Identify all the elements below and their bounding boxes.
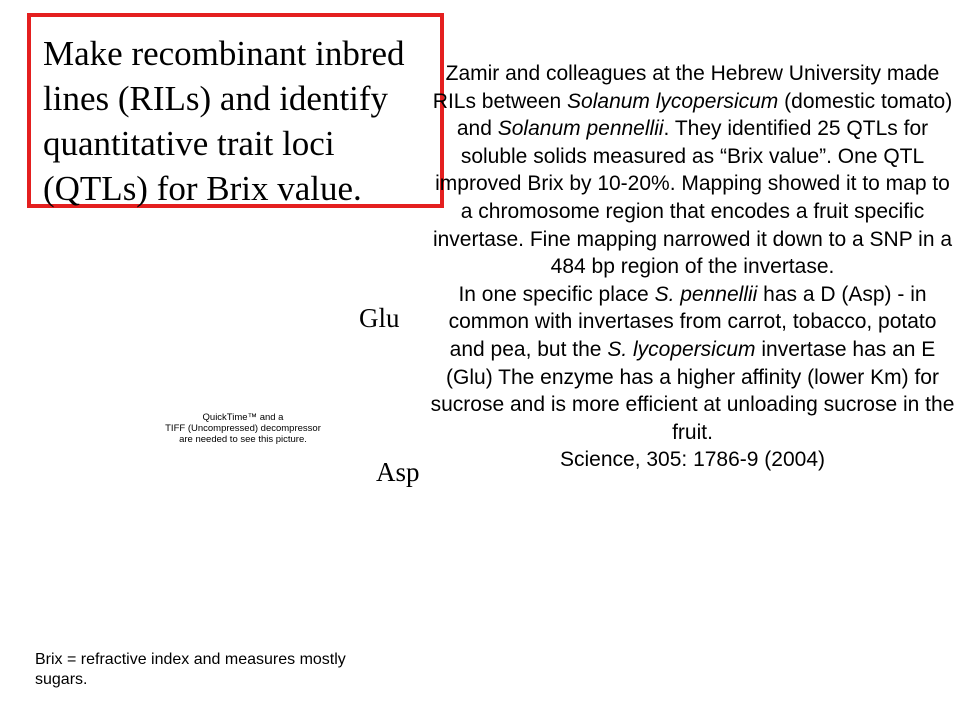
body-text xyxy=(430,60,955,474)
p1-text-c: . They identified 25 QTLs for soluble solids measured as “Brix value”. One QTL improved Brix by 10-20%. Mapping showed it to map to a chromosome region that encodes a fruit specific invertase. Fine mapping narrowed it down to a SNP in a 484 bp region of the invertase. xyxy=(432,117,953,279)
glu-label: Glu xyxy=(359,303,400,333)
p1-species-1: Solanum lycopersicum xyxy=(567,89,779,113)
slide-title: Make recombinant inbred lines (RILs) and identify quantitative trait loci (QTLs) for Brix value. xyxy=(43,34,405,208)
placeholder-line-1: QuickTime™ and a xyxy=(202,412,284,423)
p1-text-a: Zamir and colleagues at the Hebrew University made RILs between xyxy=(432,62,940,113)
p2-text-a: In one specific place xyxy=(458,282,655,306)
footnote: Brix = refractive index and measures mostly sugars. xyxy=(35,651,346,688)
p1-text-b: (domestic tomato) and xyxy=(456,89,953,141)
body-paragraph-2 xyxy=(430,281,955,447)
p2-text-c: invertase has an E (Glu) The enzyme has a higher affinity (lower Km) for sucrose and is more efficient at unloading sucrose in the fruit. xyxy=(430,337,955,444)
p1-species-2: Solanum pennellii xyxy=(497,117,664,141)
citation: Science, 305: 1786-9 (2004) xyxy=(559,448,825,472)
placeholder-line-3: are needed to see this picture. xyxy=(179,434,307,445)
image-placeholder xyxy=(118,412,368,445)
asp-label: Asp xyxy=(376,457,420,487)
body-paragraph-1 xyxy=(430,60,955,281)
p2-species-1: S. pennellii xyxy=(654,282,758,306)
placeholder-line-2: TIFF (Uncompressed) decompressor xyxy=(165,423,321,434)
p2-text-b: has a D (Asp) - in common with invertases from carrot, tobacco, potato and pea, but the xyxy=(448,282,937,361)
title-box xyxy=(27,13,444,208)
p2-species-2: S. lycopersicum xyxy=(607,337,756,361)
